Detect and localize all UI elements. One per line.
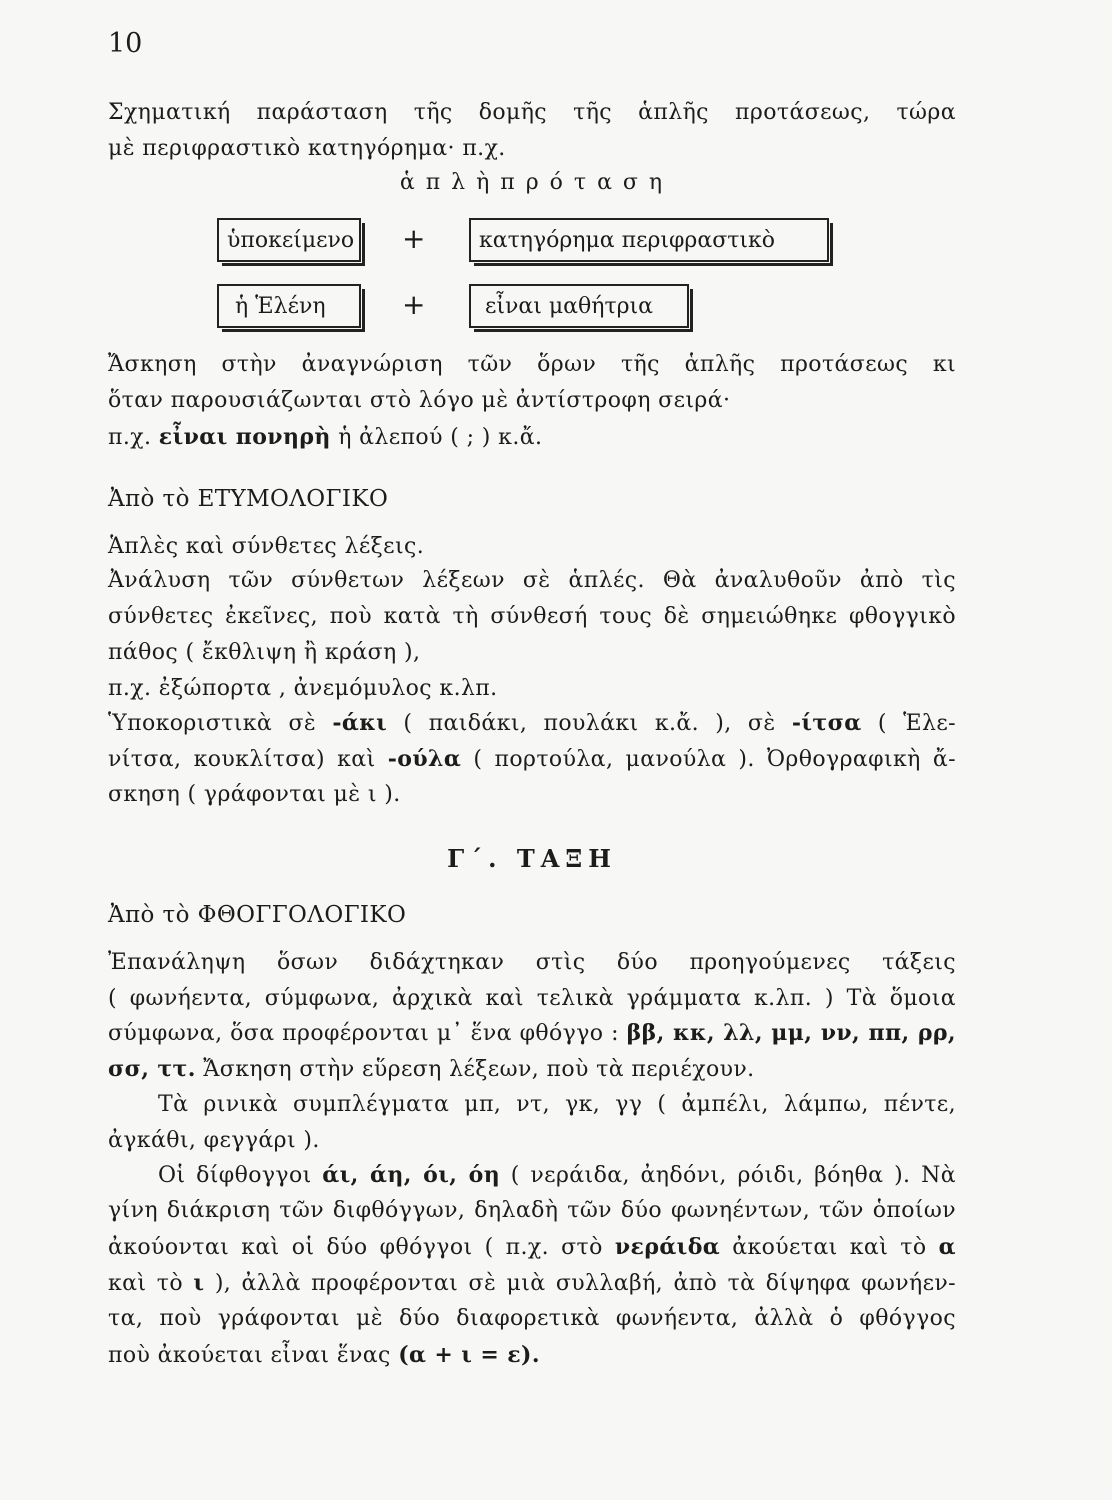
phon-p1-line-3 bbox=[108, 1020, 956, 1046]
diagram-title: ἁ π λ ὴ π ρ ό τ α σ η bbox=[399, 170, 665, 195]
phon-p3-line-5: τα, ποὺ γράφονται μὲ δύο διαφορετικὰ φωνήεντα, ἀλλὰ ὁ φθόγγος bbox=[108, 1306, 956, 1331]
phon-p3-line-6 bbox=[108, 1342, 956, 1368]
etym-p2-text-e: νίτσα, κουκλίτσα) καὶ bbox=[108, 747, 376, 772]
diagram-box-example-subject bbox=[217, 284, 361, 328]
etym-p1-line-4: π.χ. ἐξώπορτα , ἀνεμόμυλος κ.λπ. bbox=[108, 676, 498, 701]
etym-p2-text-d: ( Ἑλε- bbox=[877, 711, 956, 736]
phon-p3-line-4 bbox=[108, 1270, 956, 1296]
etym-p2-line-3: σκηση ( γράφονται μὲ ι ). bbox=[108, 782, 401, 807]
phon-p1-text-a: σύμφωνα, ὅσα προφέρονται μ᾿ ἕνα φθόγγο : bbox=[108, 1021, 619, 1046]
diagram-box-example-subject-label: ἡ Ἑλένη bbox=[235, 293, 326, 319]
intro-line-2: μὲ περιφραστικὸ κατηγόρημα· π.χ. bbox=[108, 136, 506, 161]
exercise-line-2: ὅταν παρουσιάζωνται στὸ λόγο μὲ ἀντίστροφη σειρά· bbox=[108, 388, 731, 413]
intro-line-1: Σχηματική παράσταση τῆς δομῆς τῆς ἁπλῆς προτάσεως, τώρα bbox=[108, 100, 956, 125]
phon-p1-line-4 bbox=[108, 1056, 956, 1082]
exercise-prefix: π.χ. bbox=[108, 425, 152, 450]
etym-subheading: Ἁπλὲς καὶ σύνθετες λέξεις. bbox=[108, 534, 425, 559]
phon-diphthongs: άι, άη, όι, όη bbox=[322, 1162, 501, 1188]
etym-p1-line-1: Ἀνάλυση τῶν σύνθετων λέξεων σὲ ἁπλές. Θὰ ἀναλυθοῦν ἀπὸ τὶς bbox=[108, 568, 956, 593]
etym-p1-line-2: σύνθετες ἐκεῖνες, ποὺ κατὰ τὴ σύνθεσή τους δὲ σημειώθηκε φθογγικὸ bbox=[108, 604, 956, 629]
phon-p1-line-2: ( φωνήεντα, σύμφωνα, ἀρχικὰ καὶ τελικὰ γράμματα κ.λπ. ) Τὰ ὅμοια bbox=[108, 986, 956, 1011]
section-title: Γ΄. ΤΑΞΗ bbox=[447, 844, 617, 873]
diagram-plus-2: + bbox=[402, 288, 426, 321]
etym-suffix-itsa: -ίτσα bbox=[791, 710, 862, 736]
phon-p3-line-2: γίνη διάκριση τῶν διφθόγγων, δηλαδὴ τῶν δύο φωνηέντων, τῶν ὁποίων bbox=[108, 1198, 956, 1223]
phon-p3-line-3 bbox=[108, 1234, 956, 1260]
phon-double-consonants-end: σσ, ττ. bbox=[108, 1056, 196, 1082]
etym-p2-text-a: Ὑποκοριστικὰ σὲ bbox=[108, 711, 317, 736]
phon-p1-text-b: Ἄσκηση στὴν εὕρεση λέξεων, ποὺ τὰ περιέχουν. bbox=[203, 1057, 755, 1082]
phon-p3-text-c: ( νεράιδα, ἀηδόνι, ρόιδι, βόηθα ). Νὰ bbox=[510, 1163, 956, 1188]
diagram-box-predicate bbox=[469, 218, 829, 262]
phon-p2-line-2: ἀγκάθι, φεγγάρι ). bbox=[108, 1128, 320, 1153]
phon-p3-text-f: καὶ τὸ bbox=[108, 1271, 184, 1296]
phon-p1-line-1: Ἐπανάληψη ὅσων διδάχτηκαν στὶς δύο προηγούμενες τάξεις bbox=[108, 950, 956, 975]
phon-p3-text-h: ποὺ ἀκούεται εἶναι ἕνας bbox=[108, 1343, 391, 1368]
etym-suffix-aki: -άκι bbox=[332, 710, 388, 736]
etym-suffix-oula: -ούλα bbox=[387, 746, 462, 772]
phon-heading: Ἀπὸ τὸ ΦΘΟΓΓΟΛΟΓΙΚΟ bbox=[108, 902, 407, 928]
etym-p2-line-1 bbox=[108, 710, 956, 736]
phon-p3-text-g: ), ἀλλὰ προφέρονται σὲ μιὰ συλλαβή, ἀπὸ τὰ δίψηφα φωνήεν- bbox=[214, 1271, 956, 1296]
phon-p3-text-a: Οἱ δίφθογγοι bbox=[158, 1163, 312, 1188]
diagram-box-subject bbox=[217, 218, 361, 262]
phon-formula: (α + ι = ε). bbox=[398, 1342, 540, 1368]
etym-p1-line-3: πάθος ( ἔκθλιψη ἢ κράση ), bbox=[108, 640, 421, 665]
diagram-plus-1: + bbox=[402, 222, 426, 255]
phon-letter-alpha: α bbox=[938, 1234, 956, 1260]
diagram-box-subject-label: ὑποκείμενο bbox=[227, 227, 355, 253]
exercise-suffix: ἡ ἀλεπού ( ; ) κ.ἄ. bbox=[338, 425, 543, 450]
phon-p3-text-d: ἀκούονται καὶ οἱ δύο φθόγγοι ( π.χ. στὸ bbox=[108, 1235, 603, 1260]
phon-letter-iota: ι bbox=[193, 1270, 205, 1296]
exercise-line-1: Ἄσκηση στὴν ἀναγνώριση τῶν ὅρων τῆς ἁπλῆς προτάσεως κι bbox=[108, 352, 956, 377]
diagram-box-example-predicate bbox=[469, 284, 689, 328]
phon-p3-line-1 bbox=[158, 1162, 956, 1188]
diagram-box-example-predicate-label: εἶναι μαθήτρια bbox=[485, 293, 654, 319]
etym-p2-text-c: ( παιδάκι, πουλάκι κ.ἄ. ), σὲ bbox=[403, 711, 776, 736]
diagram-box-predicate-label: κατηγόρημα περιφραστικὸ bbox=[479, 227, 776, 253]
etym-p2-line-2 bbox=[108, 746, 956, 772]
phon-double-consonants: ββ, κκ, λλ, μμ, νν, ππ, ρρ, bbox=[626, 1020, 956, 1046]
phon-p3-text-e: ἀκούεται καὶ τὸ bbox=[732, 1235, 927, 1260]
phon-example-word: νεράιδα bbox=[614, 1234, 721, 1260]
etym-heading: Ἀπὸ τὸ ΕΤΥΜΟΛΟΓΙΚΟ bbox=[108, 486, 389, 512]
exercise-bold-example: εἶναι πονηρὴ bbox=[158, 424, 331, 450]
etym-p2-text-f: ( πορτούλα, μανούλα ). Ὀρθογραφικὴ ἄ- bbox=[473, 747, 956, 772]
exercise-line-3 bbox=[108, 424, 956, 450]
page-number: 10 bbox=[108, 28, 143, 59]
phon-p2-line-1: Τὰ ρινικὰ συμπλέγματα μπ, ντ, γκ, γγ ( ἀμπέλι, λάμπω, πέντε, bbox=[158, 1092, 956, 1117]
